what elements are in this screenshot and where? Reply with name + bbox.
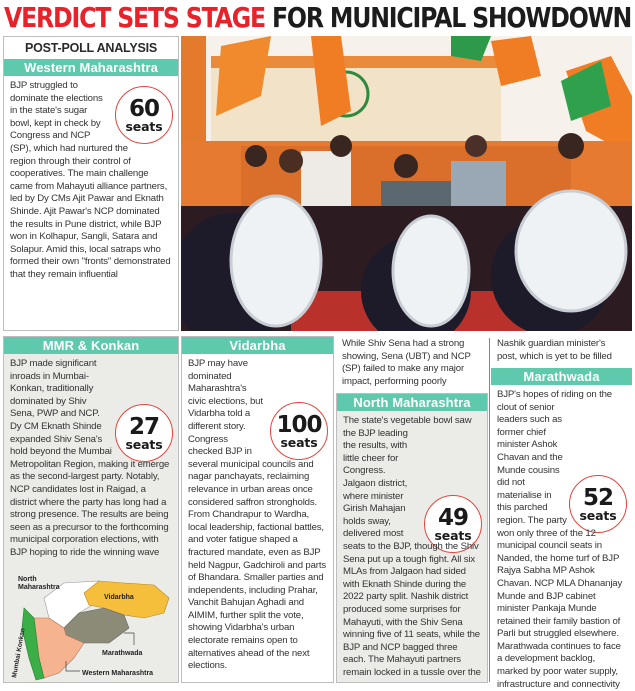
mmr-text: BJP made significant inroads in Mumbai-Konkan, traditionally dominated by Shiv Sena, PWP and NCP. Dy CM Eknath Shinde expanded Shiv Sena's hold beyond the Mumbai Metropolitan Region, making it emerge as the second-largest party. Notably, NCP candidates lost in Raigad, a district where the party has long had a strong presence. The results are being seen as a precursor to the forthcoming municipal corporation elections, with BJP hoping to ride the winning wave	[10, 358, 170, 558]
seats-label: seats	[125, 118, 163, 134]
seats-badge-marathwada	[569, 475, 627, 533]
seats-number: 49	[437, 504, 468, 531]
vidarbha-text: BJP may have dominated Maharashtra's civic elections, but Vidarbha told a different story. Congress checked BJP in several municipal councils and nagar panchayats, reclaiming relevance in urban areas once considered saffron strongholds. From Chandrapur to Wardha, local leadership, factional battles, and voter fatigue shaped a fractured mandate, even as BJP held Nagpur, Gadchiroli and parts of Bhandara. Smaller parties and independents, including Prahar, Vanchit Bahujan Aghadi and AIMIM, further split the vote, showing Vidarbha's urban electorate remains open to alternatives ahead of the next elections.	[188, 358, 326, 672]
seats-number: 100	[276, 411, 322, 438]
marathwada-panel	[491, 368, 632, 690]
map-label-konkan: Mumbai Konkan	[11, 627, 27, 679]
celebration-photo	[181, 36, 632, 331]
vidarbha-panel	[181, 336, 334, 683]
map-label-western: Western Maharashtra	[82, 670, 154, 677]
north-maharashtra-panel	[336, 393, 488, 683]
mmr-body	[4, 354, 178, 572]
north-continued-text: Nashik guardian minister's post, which is yet to be filled	[497, 338, 612, 362]
seats-number: 52	[582, 484, 613, 511]
vidarbha-body	[182, 354, 333, 673]
map-label-north-line2: Maharashtra	[18, 584, 60, 591]
marathwada-body	[491, 385, 632, 691]
headline-black-part: FOR MUNICIPAL SHOWDOWN	[271, 2, 632, 34]
section-title-mmr: MMR & Konkan	[4, 337, 178, 354]
marathwada-text: BJP's hopes of riding on the clout of senior leaders such as former chief minister Ashok Chavan and the Munde cousins did not materialise in this parched region. The party won only three of the 12 municipal council seats in Nanded, the home turf of BJP Rajya Sabha MP Ashok Chavan. NCP MLA Dhananjay Munde and BJP cabinet minister Pankaja Munde retained their family bastion of Parli but struggled elsewhere. Marathwada continues to face a development backlog, marked by poor water supply, infrastructure and connectivity	[497, 389, 623, 690]
seats-badge-western	[115, 86, 173, 144]
section-title-vidarbha: Vidarbha	[182, 337, 333, 354]
headline	[4, 2, 632, 34]
seats-label: seats	[434, 527, 472, 543]
map-label-north-line1: North	[18, 576, 37, 583]
maharashtra-regions-map	[4, 573, 178, 683]
seats-badge-vidarbha	[270, 402, 328, 460]
map-label-vidarbha: Vidarbha	[104, 594, 134, 601]
seats-label: seats	[579, 507, 617, 523]
headline-red-part: VERDICT SETS STAGE	[4, 2, 265, 34]
map-graphic	[4, 573, 178, 683]
mmr-continued-text: While Shiv Sena had a strong showing, Sena (UBT) and NCP (SP) failed to make any major impact, performing poorly	[342, 338, 471, 387]
north-body	[337, 411, 487, 679]
section-title-marathwada: Marathwada	[491, 368, 632, 385]
north-text: The state's vegetable bowl saw the BJP leading the results, with little cheer for Congress. Jalgaon district, where minister Girish Mahajan holds sway, delivered most seats to the BJP, though the Shiv Sena put up a tough fight. All six MLAs from Jalgaon had sided with Eknath Shinde during the 2022 party split. Nashik district produced some surprises for Mahayuti, with the Shiv Sena winning five of 11 seats, while the BJP and NCP bagged three each. The Mahayuti partners remain locked in a tussle over the	[343, 415, 481, 678]
seats-label: seats	[280, 434, 318, 450]
seats-number: 27	[128, 413, 159, 440]
western-body	[4, 76, 178, 282]
section-title-western: Western Maharashtra	[4, 59, 178, 76]
map-label-marathwada: Marathwada	[102, 650, 143, 657]
kicker: POST-POLL ANALYSIS	[24, 41, 158, 55]
seats-number: 60	[128, 95, 159, 122]
seats-label: seats	[125, 436, 163, 452]
photo-illustration	[181, 36, 632, 331]
seats-badge-mmr	[115, 404, 173, 462]
western-text: BJP struggled to dominate the elections in the state's sugar bowl, kept in check by Congress and NCP (SP), which had nurtured the region through their control of cooperatives. The main challenge came from Mahayuti alliance partners, led by Dy CMs Ajit Pawar and Eknath Shinde. Ajit Pawar's NCP dominated the results in Pune district, while BJP won in Kolhapur, Sangli, Satara and Solapur. Amid this, local satraps who formed their own "fronts" demonstrated that they remain influential	[10, 80, 171, 280]
western-maharashtra-panel	[3, 36, 179, 331]
mmr-continued	[336, 336, 488, 392]
north-continued	[491, 336, 632, 366]
column-divider	[489, 338, 490, 682]
section-title-north: North Maharashtra	[337, 394, 487, 411]
